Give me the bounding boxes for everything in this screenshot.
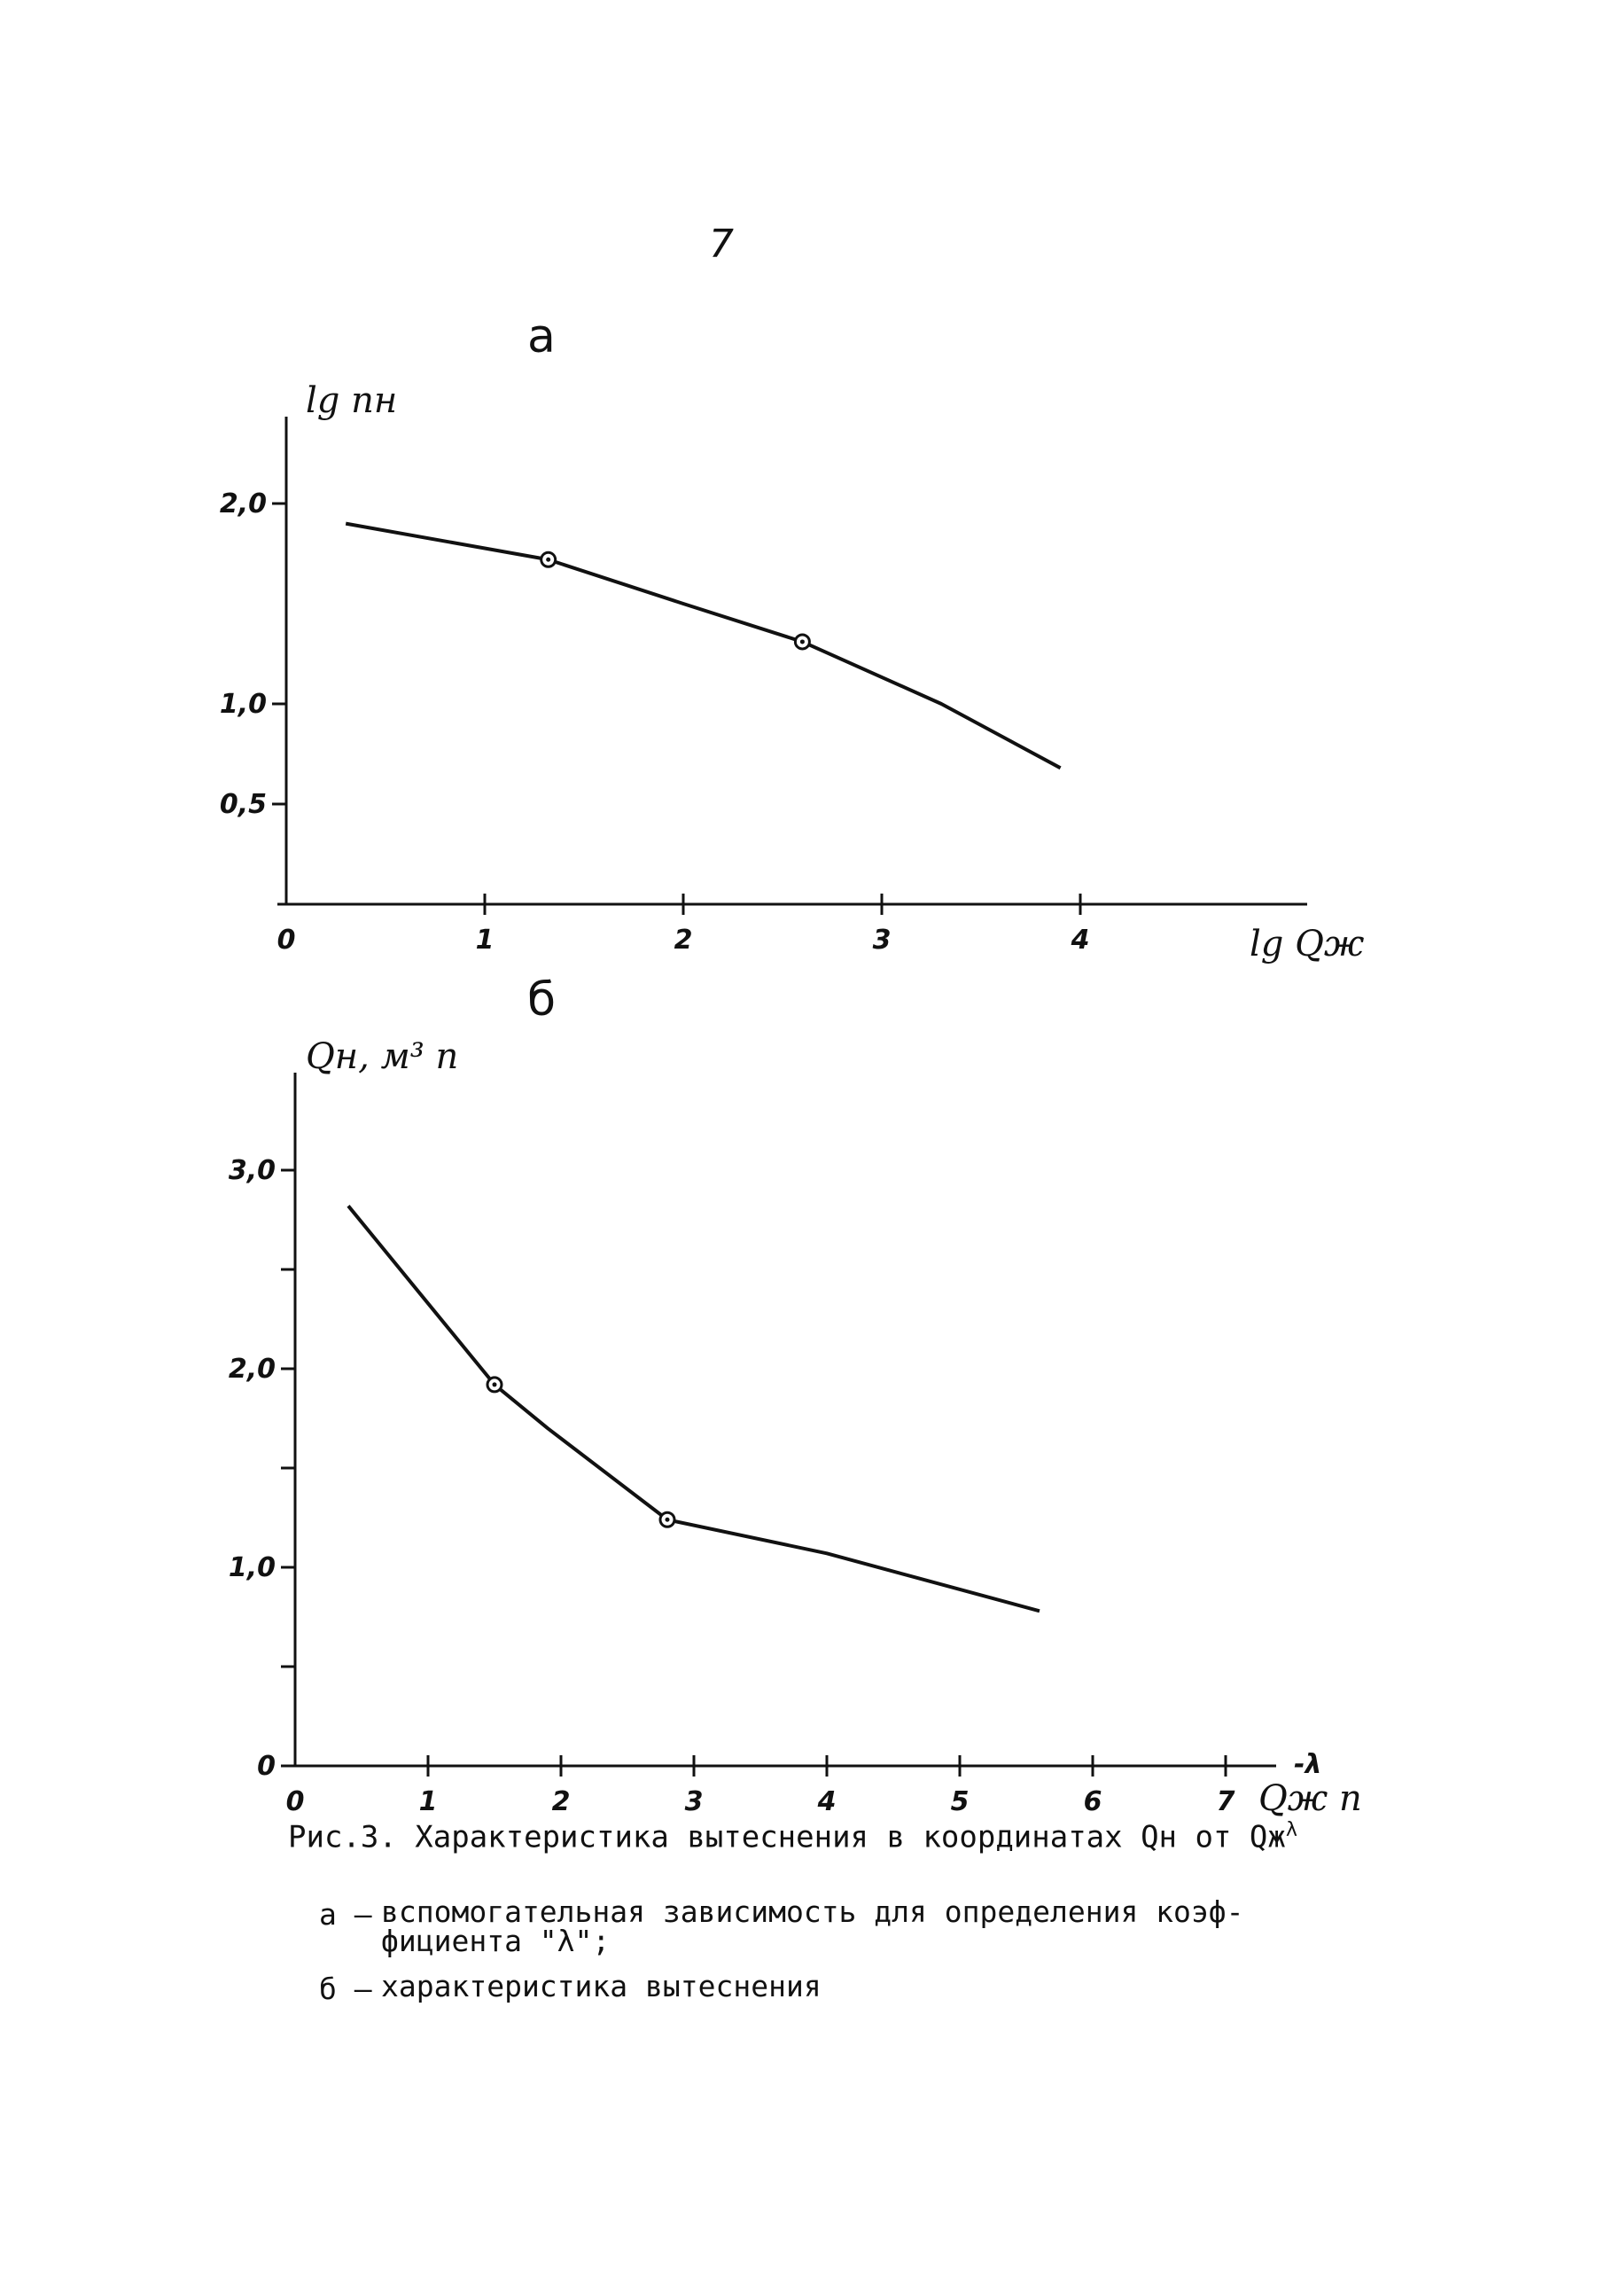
p1-x-tick-label: 1 xyxy=(418,1786,438,1817)
p0-y-tick-label: 1,0 xyxy=(219,689,267,720)
panel-b-letter: б xyxy=(527,973,557,1027)
p1-x-tick-label: 0 xyxy=(285,1786,305,1817)
legend-text-b: характеристика вытеснения xyxy=(381,1969,822,2003)
p0-y-tick-label: 0,5 xyxy=(219,789,267,820)
p0-x-tick-label: 4 xyxy=(1071,925,1090,956)
caption-text: Рис.3. Характеристика вытеснения в координатах Qн от Qж xyxy=(288,1819,1286,1855)
caption-legend xyxy=(319,1894,1285,2022)
p1-x-tick-label: 4 xyxy=(817,1786,837,1817)
p1-y-tick-label: 0 xyxy=(257,1751,276,1782)
legend-item-a xyxy=(319,1894,1285,1958)
p0-x-axis-label: lg Qж xyxy=(1250,924,1365,964)
p1-data-point-dot xyxy=(493,1382,497,1386)
p1-x-tick-label: 5 xyxy=(950,1786,970,1817)
p1-x-axis-label: Qж п xyxy=(1258,1778,1362,1819)
panel-a-letter: а xyxy=(527,310,556,363)
p1-x-tick-label: 6 xyxy=(1083,1786,1102,1817)
p1-x-tick-label: 3 xyxy=(684,1786,704,1817)
p0-x-tick-label: 3 xyxy=(872,925,892,956)
p1-x-tick-label: 7 xyxy=(1216,1786,1235,1817)
caption-superscript: λ xyxy=(1285,1819,1298,1841)
p1-series-line xyxy=(348,1206,1040,1611)
legend-key-a: а – xyxy=(319,1897,372,1932)
p1-y-tick-label: 3,0 xyxy=(228,1155,276,1186)
p1-y-tick-label: 2,0 xyxy=(228,1354,276,1385)
p0-y-tick-label: 2,0 xyxy=(219,488,267,519)
legend-text-a: вспомогательная зависимость для определения коэф- фициента "λ"; xyxy=(381,1894,1244,1958)
figure-caption xyxy=(288,1819,1297,1855)
legend-key-b: б – xyxy=(319,1972,372,2006)
p1-x-axis-label-sup: -λ xyxy=(1294,1749,1322,1780)
page-number: 7 xyxy=(709,222,734,267)
p0-y-axis-label: lg nн xyxy=(306,380,398,421)
p0-x-tick-label: 2 xyxy=(674,925,693,956)
p1-y-tick-label: 1,0 xyxy=(228,1552,276,1583)
legend-item-b xyxy=(319,1969,1285,2006)
p0-x-tick-label: 1 xyxy=(475,925,495,956)
p0-x-tick-label: 0 xyxy=(276,925,296,956)
p0-data-point-dot xyxy=(800,639,805,644)
p0-data-point-dot xyxy=(546,558,550,562)
p1-x-tick-label: 2 xyxy=(551,1786,571,1817)
p1-data-point-dot xyxy=(666,1518,670,1522)
p1-y-axis-label: Qн, м³ п xyxy=(306,1036,459,1077)
p0-series-line xyxy=(346,524,1060,769)
